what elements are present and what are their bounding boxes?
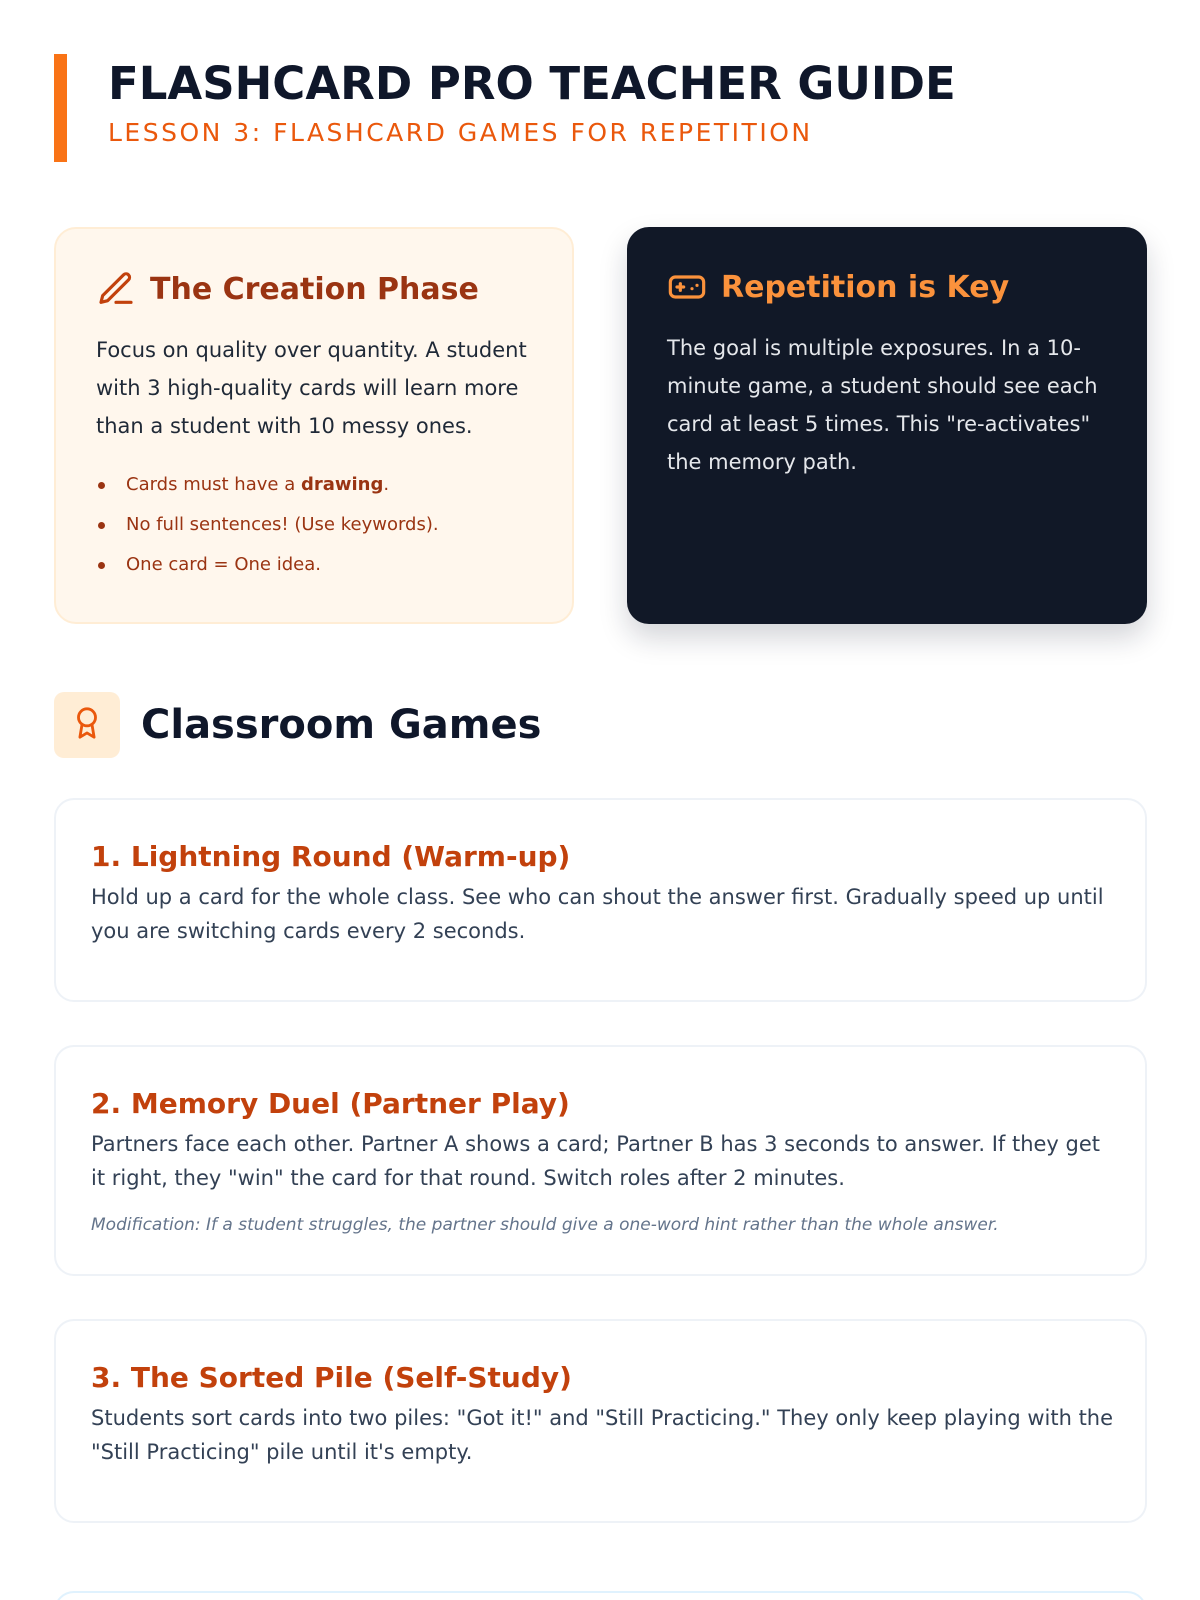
game-modification-note: Modification: If a student struggles, the partner should give a one-word hint rather than the whole answer. — [91, 1215, 999, 1235]
classroom-games-heading — [54, 692, 541, 758]
section-icon-container — [54, 692, 120, 758]
repetition-heading — [667, 267, 1111, 307]
creation-phase-text: Focus on quality over quantity. A student with 3 high-quality cards will learn more than a student with 10 messy ones. — [96, 338, 527, 438]
game-title: 2. Memory Duel (Partner Play) — [91, 1087, 570, 1120]
page-title: FLASHCARD PRO TEACHER GUIDE — [108, 57, 956, 110]
creation-phase-card — [54, 227, 574, 624]
rule-item: One card = One idea. — [96, 545, 534, 585]
repetition-title: Repetition is Key — [721, 269, 1010, 305]
award-icon — [70, 706, 104, 744]
bullet-dot — [98, 562, 105, 569]
game-description: Students sort cards into two piles: "Got it!" and "Still Practicing." They only keep playing with the "Still Practicing" pile until it's empty. — [91, 1406, 1114, 1464]
game-description: Hold up a card for the whole class. See who can shout the answer first. Gradually speed up until you are switching cards every 2 seconds. — [91, 885, 1104, 943]
game-description: Partners face each other. Partner A shows a card; Partner B has 3 seconds to answer. If they get it right, they "win" the card for that round. Switch roles after 2 minutes. — [91, 1132, 1101, 1190]
creation-phase-title: The Creation Phase — [150, 271, 479, 307]
lesson-subtitle: LESSON 3: FLASHCARD GAMES FOR REPETITION — [108, 118, 813, 147]
bullet-dot — [98, 522, 105, 529]
creation-phase-heading — [96, 269, 534, 309]
game-title: 1. Lightning Round (Warm-up) — [91, 840, 571, 873]
guide-header — [54, 54, 1146, 162]
game-title: 3. The Sorted Pile (Self-Study) — [91, 1361, 572, 1394]
game-card-lightning-round — [54, 798, 1147, 1002]
bullet-dot — [98, 482, 105, 489]
repetition-card — [627, 227, 1147, 624]
next-card-partial — [54, 1591, 1147, 1600]
pencil-icon — [96, 269, 136, 309]
rule-emphasis: drawing — [300, 474, 384, 495]
game-card-memory-duel — [54, 1045, 1147, 1276]
rule-item: No full sentences! (Use keywords). — [96, 505, 534, 545]
repetition-text: The goal is multiple exposures. In a 10-minute game, a student should see each card at least 5 times. This "re-activates" the memory path. — [667, 336, 1098, 474]
rule-item: Cards must have a drawing. — [96, 465, 534, 505]
game-card-sorted-pile — [54, 1319, 1147, 1523]
gamepad-icon — [667, 267, 707, 307]
section-title: Classroom Games — [141, 702, 542, 748]
creation-rules-list — [96, 465, 534, 585]
